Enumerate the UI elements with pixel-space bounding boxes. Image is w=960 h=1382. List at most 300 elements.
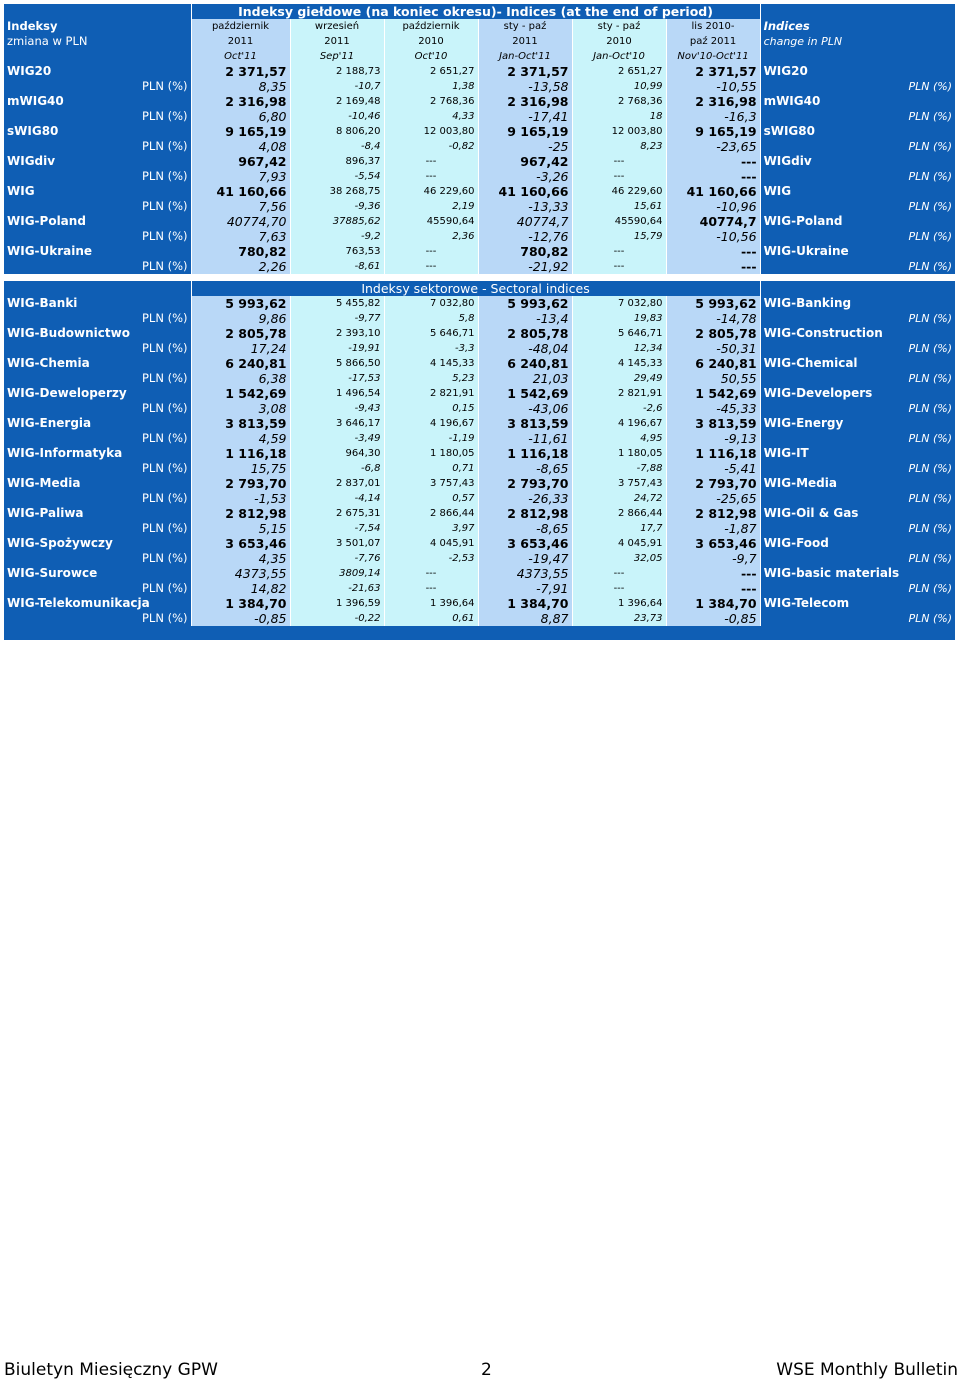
index-value: 1 396,64 xyxy=(572,596,666,611)
index-value: 2 169,48 xyxy=(290,94,384,109)
index-change-row xyxy=(4,401,955,416)
change-value: -0,85 xyxy=(666,611,760,626)
index-name: WIG-Spożywczy xyxy=(4,536,191,551)
index-value: 6 240,81 xyxy=(191,356,290,371)
change-value: --- xyxy=(572,169,666,184)
col-6-head-c: Nov'10-Oct'11 xyxy=(666,49,760,64)
change-value: -2,6 xyxy=(572,401,666,416)
index-value: 780,82 xyxy=(191,244,290,259)
index-name-en: WIG-Poland xyxy=(760,214,955,229)
col-3-head-c: Oct'10 xyxy=(384,49,478,64)
title-row xyxy=(4,4,955,19)
index-value: 12 003,80 xyxy=(384,124,478,139)
change-value: 19,83 xyxy=(572,311,666,326)
indices-sheet xyxy=(4,4,955,640)
index-value: 763,53 xyxy=(290,244,384,259)
change-label: PLN (%) xyxy=(4,581,191,596)
index-value: 2 821,91 xyxy=(572,386,666,401)
index-name: WIG-Budownictwo xyxy=(4,326,191,341)
change-value: -10,46 xyxy=(290,109,384,124)
index-row xyxy=(4,326,955,341)
index-value: 3 653,46 xyxy=(666,536,760,551)
index-name: WIG xyxy=(4,184,191,199)
index-value: 40774,7 xyxy=(478,214,572,229)
index-value: 2 793,70 xyxy=(191,476,290,491)
change-value: -1,87 xyxy=(666,521,760,536)
change-label-en: PLN (%) xyxy=(760,311,955,326)
col-4-head-b: 2011 xyxy=(478,34,572,49)
change-label-en: PLN (%) xyxy=(760,109,955,124)
change-value: 3,08 xyxy=(191,401,290,416)
change-value: -7,91 xyxy=(478,581,572,596)
index-name: WIG-Deweloperzy xyxy=(4,386,191,401)
indices-table xyxy=(4,4,955,640)
index-value: 3 813,59 xyxy=(191,416,290,431)
change-value: --- xyxy=(384,169,478,184)
change-value: 7,63 xyxy=(191,229,290,244)
change-value: -9,7 xyxy=(666,551,760,566)
change-value: --- xyxy=(384,259,478,274)
index-value: 7 032,80 xyxy=(572,296,666,311)
col-5-head-c: Jan-Oct'10 xyxy=(572,49,666,64)
change-label: PLN (%) xyxy=(4,79,191,94)
change-value: -11,61 xyxy=(478,431,572,446)
index-value: 2 768,36 xyxy=(572,94,666,109)
change-label: PLN (%) xyxy=(4,491,191,506)
change-value: -2,53 xyxy=(384,551,478,566)
index-row xyxy=(4,536,955,551)
col-3-head-a: październik xyxy=(384,19,478,34)
index-name: sWIG80 xyxy=(4,124,191,139)
header-left-1: Indeksy xyxy=(4,19,191,34)
index-change-row xyxy=(4,311,955,326)
index-value: 2 812,98 xyxy=(191,506,290,521)
index-value: 37885,62 xyxy=(290,214,384,229)
change-value: 5,23 xyxy=(384,371,478,386)
index-value: 41 160,66 xyxy=(191,184,290,199)
change-label: PLN (%) xyxy=(4,611,191,626)
index-value: 45590,64 xyxy=(384,214,478,229)
change-value: --- xyxy=(666,259,760,274)
change-label-en: PLN (%) xyxy=(760,581,955,596)
index-value: 780,82 xyxy=(478,244,572,259)
change-value: -1,19 xyxy=(384,431,478,446)
index-value: 2 866,44 xyxy=(384,506,478,521)
change-value: 24,72 xyxy=(572,491,666,506)
index-name: WIG-Surowce xyxy=(4,566,191,581)
index-row xyxy=(4,476,955,491)
index-name-en: WIG-Ukraine xyxy=(760,244,955,259)
index-value: 4 045,91 xyxy=(572,536,666,551)
table-title: Indeksy giełdowe (na koniec okresu)- Indices (at the end of period) xyxy=(191,4,760,19)
col-4-head-c: Jan-Oct'11 xyxy=(478,49,572,64)
change-value: -21,63 xyxy=(290,581,384,596)
index-name-en: WIG-Developers xyxy=(760,386,955,401)
change-value: -13,4 xyxy=(478,311,572,326)
index-change-row xyxy=(4,169,955,184)
index-name-en: WIG-Construction xyxy=(760,326,955,341)
index-change-row xyxy=(4,199,955,214)
change-label-en: PLN (%) xyxy=(760,401,955,416)
index-value: 2 793,70 xyxy=(666,476,760,491)
index-value: 46 229,60 xyxy=(384,184,478,199)
index-value: 2 812,98 xyxy=(478,506,572,521)
index-row xyxy=(4,244,955,259)
index-value: 4 196,67 xyxy=(384,416,478,431)
index-name-en: sWIG80 xyxy=(760,124,955,139)
change-value: 10,99 xyxy=(572,79,666,94)
section-spacer xyxy=(4,274,955,281)
index-change-row xyxy=(4,109,955,124)
index-value: 1 180,05 xyxy=(384,446,478,461)
index-row xyxy=(4,446,955,461)
change-value: -10,7 xyxy=(290,79,384,94)
index-value: 2 371,57 xyxy=(666,64,760,79)
change-value: 15,75 xyxy=(191,461,290,476)
index-value: 5 646,71 xyxy=(384,326,478,341)
change-value: 21,03 xyxy=(478,371,572,386)
change-value: -1,53 xyxy=(191,491,290,506)
index-row xyxy=(4,386,955,401)
index-change-row xyxy=(4,521,955,536)
table-end-bar xyxy=(4,626,955,640)
index-value: 3 813,59 xyxy=(478,416,572,431)
col-6-head-a: lis 2010- xyxy=(666,19,760,34)
change-value: -19,91 xyxy=(290,341,384,356)
index-value: --- xyxy=(666,154,760,169)
index-value: 6 240,81 xyxy=(478,356,572,371)
index-row xyxy=(4,94,955,109)
change-label: PLN (%) xyxy=(4,401,191,416)
index-value: 896,37 xyxy=(290,154,384,169)
index-change-row xyxy=(4,79,955,94)
index-change-row xyxy=(4,371,955,386)
index-change-row xyxy=(4,139,955,154)
change-label: PLN (%) xyxy=(4,521,191,536)
change-value: -0,22 xyxy=(290,611,384,626)
change-value: -7,88 xyxy=(572,461,666,476)
change-value: 2,19 xyxy=(384,199,478,214)
index-value: --- xyxy=(666,244,760,259)
change-value: 18 xyxy=(572,109,666,124)
index-name: WIGdiv xyxy=(4,154,191,169)
index-name-en: WIG-Media xyxy=(760,476,955,491)
index-value: 3809,14 xyxy=(290,566,384,581)
change-value: 0,61 xyxy=(384,611,478,626)
index-name-en: WIG-IT xyxy=(760,446,955,461)
index-change-row xyxy=(4,491,955,506)
change-label: PLN (%) xyxy=(4,341,191,356)
change-value: 50,55 xyxy=(666,371,760,386)
index-name-en: mWIG40 xyxy=(760,94,955,109)
index-name-en: WIG-Oil & Gas xyxy=(760,506,955,521)
change-value: 0,15 xyxy=(384,401,478,416)
index-name: WIG-Informatyka xyxy=(4,446,191,461)
change-label-en: PLN (%) xyxy=(760,461,955,476)
index-value: 2 316,98 xyxy=(478,94,572,109)
index-row xyxy=(4,124,955,139)
index-name: mWIG40 xyxy=(4,94,191,109)
index-value: --- xyxy=(666,566,760,581)
index-name: WIG-Poland xyxy=(4,214,191,229)
change-value: 17,24 xyxy=(191,341,290,356)
index-value: 1 180,05 xyxy=(572,446,666,461)
change-label-en: PLN (%) xyxy=(760,551,955,566)
index-row xyxy=(4,356,955,371)
index-change-row xyxy=(4,551,955,566)
change-value: -8,65 xyxy=(478,521,572,536)
index-row xyxy=(4,184,955,199)
index-change-row xyxy=(4,611,955,626)
index-value: 41 160,66 xyxy=(666,184,760,199)
index-change-row xyxy=(4,461,955,476)
change-value: -17,41 xyxy=(478,109,572,124)
change-value: 0,71 xyxy=(384,461,478,476)
index-value: 2 651,27 xyxy=(572,64,666,79)
change-value: -19,47 xyxy=(478,551,572,566)
index-value: 4 145,33 xyxy=(572,356,666,371)
change-value: -25 xyxy=(478,139,572,154)
change-value: -9,13 xyxy=(666,431,760,446)
index-value: 1 116,18 xyxy=(478,446,572,461)
index-row xyxy=(4,64,955,79)
change-value: -3,49 xyxy=(290,431,384,446)
index-value: 3 501,07 xyxy=(290,536,384,551)
change-label: PLN (%) xyxy=(4,139,191,154)
index-value: 3 653,46 xyxy=(478,536,572,551)
index-value: 8 806,20 xyxy=(290,124,384,139)
col-2-head-c: Sep'11 xyxy=(290,49,384,64)
index-value: 967,42 xyxy=(191,154,290,169)
change-label: PLN (%) xyxy=(4,551,191,566)
index-value: 3 653,46 xyxy=(191,536,290,551)
change-label-en: PLN (%) xyxy=(760,79,955,94)
change-value: --- xyxy=(666,169,760,184)
change-value: 5,8 xyxy=(384,311,478,326)
change-value: -9,36 xyxy=(290,199,384,214)
index-value: 9 165,19 xyxy=(478,124,572,139)
change-value: 3,97 xyxy=(384,521,478,536)
sector-title-row xyxy=(4,281,955,296)
index-value: 3 646,17 xyxy=(290,416,384,431)
index-name-en: WIG-basic materials xyxy=(760,566,955,581)
index-value: --- xyxy=(384,154,478,169)
col-1-head-b: 2011 xyxy=(191,34,290,49)
change-value: 4,08 xyxy=(191,139,290,154)
change-label-en: PLN (%) xyxy=(760,431,955,446)
change-value: 4,59 xyxy=(191,431,290,446)
index-value: 1 542,69 xyxy=(478,386,572,401)
index-value: 6 240,81 xyxy=(666,356,760,371)
index-value: 2 371,57 xyxy=(478,64,572,79)
change-label-en: PLN (%) xyxy=(760,491,955,506)
change-value: 8,35 xyxy=(191,79,290,94)
change-value: 2,26 xyxy=(191,259,290,274)
change-value: 4,33 xyxy=(384,109,478,124)
change-value: --- xyxy=(384,581,478,596)
col-5-head-b: 2010 xyxy=(572,34,666,49)
index-value: 5 993,62 xyxy=(191,296,290,311)
change-value: -10,56 xyxy=(666,229,760,244)
change-value: 29,49 xyxy=(572,371,666,386)
change-value: -9,43 xyxy=(290,401,384,416)
index-name: WIG-Ukraine xyxy=(4,244,191,259)
index-value: 4 196,67 xyxy=(572,416,666,431)
index-change-row xyxy=(4,431,955,446)
header-row-3 xyxy=(4,49,955,64)
change-value: -10,96 xyxy=(666,199,760,214)
index-value: 4373,55 xyxy=(191,566,290,581)
sector-title: Indeksy sektorowe - Sectoral indices xyxy=(191,281,760,296)
index-value: --- xyxy=(572,566,666,581)
index-value: 3 757,43 xyxy=(384,476,478,491)
change-value: 8,87 xyxy=(478,611,572,626)
index-value: --- xyxy=(384,244,478,259)
change-value: 0,57 xyxy=(384,491,478,506)
change-value: -14,78 xyxy=(666,311,760,326)
index-name-en: WIG20 xyxy=(760,64,955,79)
col-1-head-c: Oct'11 xyxy=(191,49,290,64)
index-value: 2 793,70 xyxy=(478,476,572,491)
change-value: 9,86 xyxy=(191,311,290,326)
change-label: PLN (%) xyxy=(4,199,191,214)
change-value: 6,80 xyxy=(191,109,290,124)
index-value: --- xyxy=(572,244,666,259)
col-6-head-b: paź 2011 xyxy=(666,34,760,49)
change-value: -8,4 xyxy=(290,139,384,154)
header-right-1: Indices xyxy=(760,19,955,34)
index-value: 1 384,70 xyxy=(478,596,572,611)
change-value: 15,61 xyxy=(572,199,666,214)
index-value: 1 116,18 xyxy=(191,446,290,461)
change-value: -43,06 xyxy=(478,401,572,416)
index-name-en: WIGdiv xyxy=(760,154,955,169)
index-value: 5 993,62 xyxy=(666,296,760,311)
footer-page-number: 2 xyxy=(481,1360,492,1380)
change-label: PLN (%) xyxy=(4,371,191,386)
index-name-en: WIG-Chemical xyxy=(760,356,955,371)
index-row xyxy=(4,154,955,169)
index-row xyxy=(4,296,955,311)
index-name: WIG-Telekomunikacja xyxy=(4,596,191,611)
change-label-en: PLN (%) xyxy=(760,259,955,274)
index-name-en: WIG-Banking xyxy=(760,296,955,311)
col-4-head-a: sty - paź xyxy=(478,19,572,34)
index-name: WIG20 xyxy=(4,64,191,79)
change-value: -23,65 xyxy=(666,139,760,154)
index-value: 4 145,33 xyxy=(384,356,478,371)
index-value: 2 805,78 xyxy=(666,326,760,341)
change-value: --- xyxy=(572,581,666,596)
change-label-en: PLN (%) xyxy=(760,199,955,214)
change-value: 15,79 xyxy=(572,229,666,244)
page-footer xyxy=(0,1360,960,1382)
index-row xyxy=(4,214,955,229)
change-value: -4,14 xyxy=(290,491,384,506)
index-name: WIG-Media xyxy=(4,476,191,491)
index-value: 1 396,59 xyxy=(290,596,384,611)
index-change-row xyxy=(4,341,955,356)
change-label: PLN (%) xyxy=(4,431,191,446)
index-value: 2 316,98 xyxy=(191,94,290,109)
index-value: 2 837,01 xyxy=(290,476,384,491)
index-value: 1 396,64 xyxy=(384,596,478,611)
header-left-2: zmiana w PLN xyxy=(4,34,191,49)
index-value: 2 812,98 xyxy=(666,506,760,521)
change-value: -8,65 xyxy=(478,461,572,476)
change-label: PLN (%) xyxy=(4,169,191,184)
index-value: 3 757,43 xyxy=(572,476,666,491)
change-value: 14,82 xyxy=(191,581,290,596)
index-value: --- xyxy=(384,566,478,581)
index-value: 2 821,91 xyxy=(384,386,478,401)
change-value: -3,26 xyxy=(478,169,572,184)
change-value: -9,77 xyxy=(290,311,384,326)
index-value: 46 229,60 xyxy=(572,184,666,199)
index-value: 2 316,98 xyxy=(666,94,760,109)
change-value: -25,65 xyxy=(666,491,760,506)
change-value: -45,33 xyxy=(666,401,760,416)
index-change-row xyxy=(4,229,955,244)
change-value: 7,93 xyxy=(191,169,290,184)
change-value: 5,15 xyxy=(191,521,290,536)
index-value: 1 116,18 xyxy=(666,446,760,461)
change-label: PLN (%) xyxy=(4,229,191,244)
index-name: WIG-Energia xyxy=(4,416,191,431)
change-value: --- xyxy=(666,581,760,596)
header-row-2 xyxy=(4,34,955,49)
index-value: 2 651,27 xyxy=(384,64,478,79)
index-name-en: WIG-Energy xyxy=(760,416,955,431)
index-value: 4373,55 xyxy=(478,566,572,581)
change-value: 4,95 xyxy=(572,431,666,446)
index-value: 1 542,69 xyxy=(191,386,290,401)
index-row xyxy=(4,416,955,431)
index-change-row xyxy=(4,581,955,596)
index-value: 2 768,36 xyxy=(384,94,478,109)
index-name: WIG-Paliwa xyxy=(4,506,191,521)
change-value: -48,04 xyxy=(478,341,572,356)
change-label: PLN (%) xyxy=(4,461,191,476)
col-1-head-a: październik xyxy=(191,19,290,34)
index-value: 2 805,78 xyxy=(478,326,572,341)
index-value: 1 384,70 xyxy=(666,596,760,611)
index-name-en: WIG-Food xyxy=(760,536,955,551)
index-name: WIG-Chemia xyxy=(4,356,191,371)
index-value: 5 866,50 xyxy=(290,356,384,371)
header-right-2: change in PLN xyxy=(760,34,955,49)
change-label-en: PLN (%) xyxy=(760,229,955,244)
change-label-en: PLN (%) xyxy=(760,139,955,154)
header-row-1 xyxy=(4,19,955,34)
change-label: PLN (%) xyxy=(4,311,191,326)
index-value: 2 675,31 xyxy=(290,506,384,521)
change-value: 2,36 xyxy=(384,229,478,244)
change-label-en: PLN (%) xyxy=(760,169,955,184)
index-value: 40774,7 xyxy=(666,214,760,229)
col-5-head-a: sty - paź xyxy=(572,19,666,34)
change-value: 1,38 xyxy=(384,79,478,94)
index-value: 2 393,10 xyxy=(290,326,384,341)
index-value: 964,30 xyxy=(290,446,384,461)
change-value: -5,41 xyxy=(666,461,760,476)
change-value: 6,38 xyxy=(191,371,290,386)
index-value: 2 805,78 xyxy=(191,326,290,341)
footer-right: WSE Monthly Bulletin xyxy=(776,1360,958,1380)
change-value: -7,76 xyxy=(290,551,384,566)
col-2-head-a: wrzesień xyxy=(290,19,384,34)
change-value: 17,7 xyxy=(572,521,666,536)
